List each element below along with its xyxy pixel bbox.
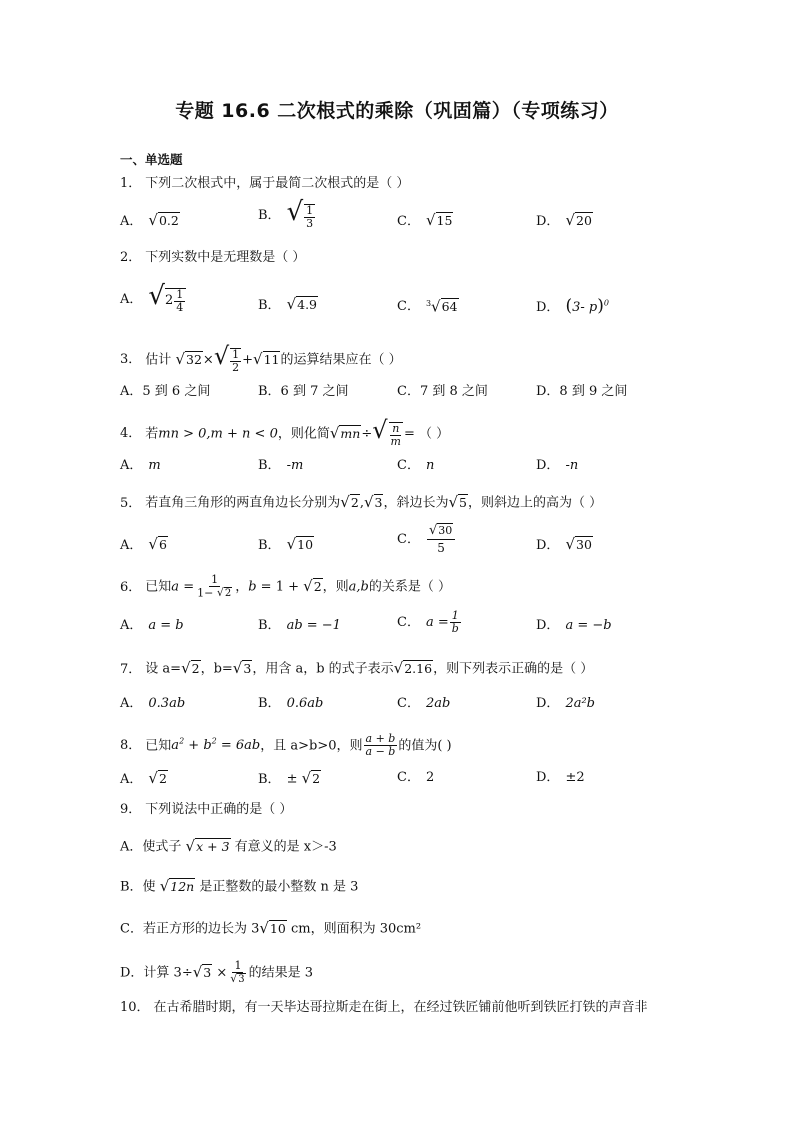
question-10: 10． 在古希腊时期，有一天毕达哥拉斯走在街上，在经过铁匠铺前他听到铁匠打铁的声音非 — [120, 1000, 648, 1015]
question-1: 1． 下列二次根式中，属于最简二次根式的是（ ） — [120, 176, 410, 191]
option-a[interactable]: A． a = b — [120, 618, 184, 633]
options-6 — [120, 609, 720, 640]
options-8 — [120, 768, 720, 792]
option-b[interactable]: B．6 到 7 之间 — [258, 384, 349, 399]
options-1 — [120, 197, 720, 234]
question-3: 3． 估计 √32×√ $\frac{1}{2}$ +√11的运算结果应在（ ） — [120, 342, 402, 374]
option-b[interactable]: B． ab = −1 — [258, 618, 341, 633]
option-c[interactable]: C． a = $\frac{1}{b}$ — [397, 609, 459, 635]
question-5: 5． 若直角三角形的两直角边长分别为√2,√3，斜边长为√5，则斜边上的高为（ ） — [120, 493, 603, 511]
option-d[interactable]: D． √30 — [536, 535, 592, 553]
option-d[interactable]: D． -n — [536, 458, 579, 473]
option-a[interactable]: A． 0.3ab — [120, 696, 186, 711]
option-a[interactable]: A． √2 — [120, 769, 167, 787]
question-4: 4． 若mn > 0,m + n < 0，则化简√mn÷√ $\frac{n}{m}$ = （ ） — [120, 416, 450, 448]
option-a[interactable]: A． m — [120, 458, 161, 473]
option-a[interactable]: A．5 到 6 之间 — [120, 384, 211, 399]
question-7: 7． 设 a=√2，b=√3，用含 a，b 的式子表示√2.16，则下列表示正确的是（ ） — [120, 659, 594, 677]
option-d[interactable]: D．计算 3÷√3 × $\frac{1}{√3}$ 的结果是 3 — [120, 959, 314, 985]
option-d[interactable]: D． √20 — [536, 211, 592, 229]
option-c[interactable]: C． 2 — [397, 770, 435, 785]
option-b[interactable]: B． -m — [258, 458, 304, 473]
option-c[interactable]: C． n — [397, 458, 435, 473]
option-b[interactable]: B． √4.9 — [258, 295, 318, 313]
option-c[interactable]: C． √15 — [397, 211, 453, 229]
option-c[interactable]: C．7 到 8 之间 — [397, 384, 488, 399]
option-d[interactable]: D． 2a²b — [536, 696, 595, 711]
option-d[interactable]: D． (3- p)$^0$ — [536, 296, 609, 317]
options-4 — [120, 456, 720, 480]
options-2 — [120, 281, 720, 318]
option-b[interactable]: B． 0.6ab — [258, 696, 324, 711]
question-6: 6． 已知a = $\frac{1}{1- √2}$ ，b = 1 + √2，则a,b的关系是（ ） — [120, 573, 452, 600]
option-d[interactable]: D． a = −b — [536, 618, 612, 633]
options-3 — [120, 382, 720, 406]
option-a[interactable]: A． √0.2 — [120, 211, 179, 229]
option-c[interactable]: C．若正方形的边长为 3√10 cm，则面积为 30cm² — [120, 919, 422, 937]
option-a[interactable]: A． √6 — [120, 535, 167, 553]
option-b[interactable]: B．使 √12n 是正整数的最小整数 n 是 3 — [120, 877, 359, 895]
option-b[interactable]: B． ± √2 — [258, 769, 321, 787]
options-5 — [120, 523, 720, 558]
option-b[interactable]: B． √ $\frac{1}{3}$ — [258, 197, 314, 230]
option-c[interactable]: C． 2ab — [397, 696, 451, 711]
option-c[interactable]: C． $^3$√64 — [397, 297, 458, 316]
question-8: 8． 已知$a^2 + b^2 = 6ab$，且 a>b>0，则 $\frac{a + b}{a - b}$ 的值为( ) — [120, 732, 452, 759]
option-d[interactable]: D． ±2 — [536, 770, 585, 785]
section-heading: 一、单选题 — [120, 152, 183, 167]
option-a[interactable]: A．使式子 √x + 3 有意义的是 x＞-3 — [120, 837, 337, 855]
option-d[interactable]: D．8 到 9 之间 — [536, 384, 628, 399]
option-a[interactable]: A． √2 $\frac{1}{4}$ — [120, 286, 186, 314]
page-title: 专题 16.6 二次根式的乘除（巩固篇）（专项练习） — [175, 100, 619, 122]
question-9: 9． 下列说法中正确的是（ ） — [120, 802, 293, 817]
option-b[interactable]: B． √10 — [258, 535, 314, 553]
option-c[interactable]: C． $\frac{√30}{5}$ — [397, 522, 456, 556]
options-7 — [120, 694, 720, 718]
question-2: 2． 下列实数中是无理数是（ ） — [120, 250, 306, 265]
